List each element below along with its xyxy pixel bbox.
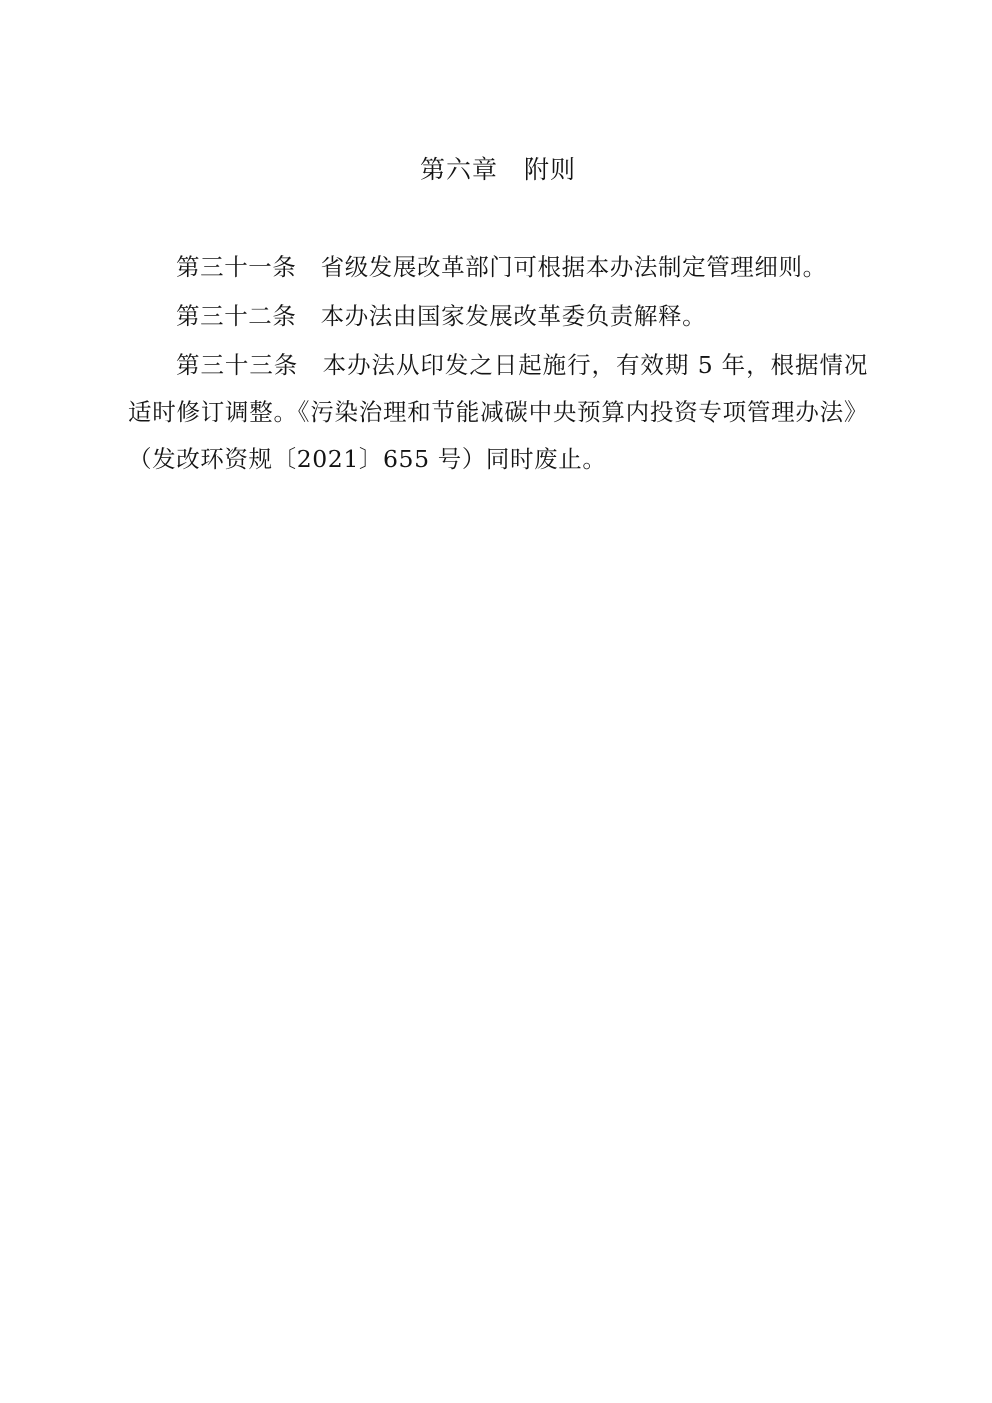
chapter-title-text: 附则 <box>524 155 577 184</box>
chapter-heading <box>128 150 868 186</box>
chapter-number: 第六章 <box>419 155 498 184</box>
page-content <box>128 150 868 485</box>
paragraph-article-33: 第三十三条 本办法从印发之日起施行，有效期 5 年，根据情况适时修订调整。《污染治理和节能减碳中央预算内投资专项管理办法》（发改环资规〔2021〕655 号）同时废止。 <box>128 351 868 473</box>
paragraph-article-32: 第三十二条 本办法由国家发展改革委负责解释。 <box>176 302 707 330</box>
paragraph-article-31: 第三十一条 省级发展改革部门可根据本办法制定管理细则。 <box>176 253 827 281</box>
